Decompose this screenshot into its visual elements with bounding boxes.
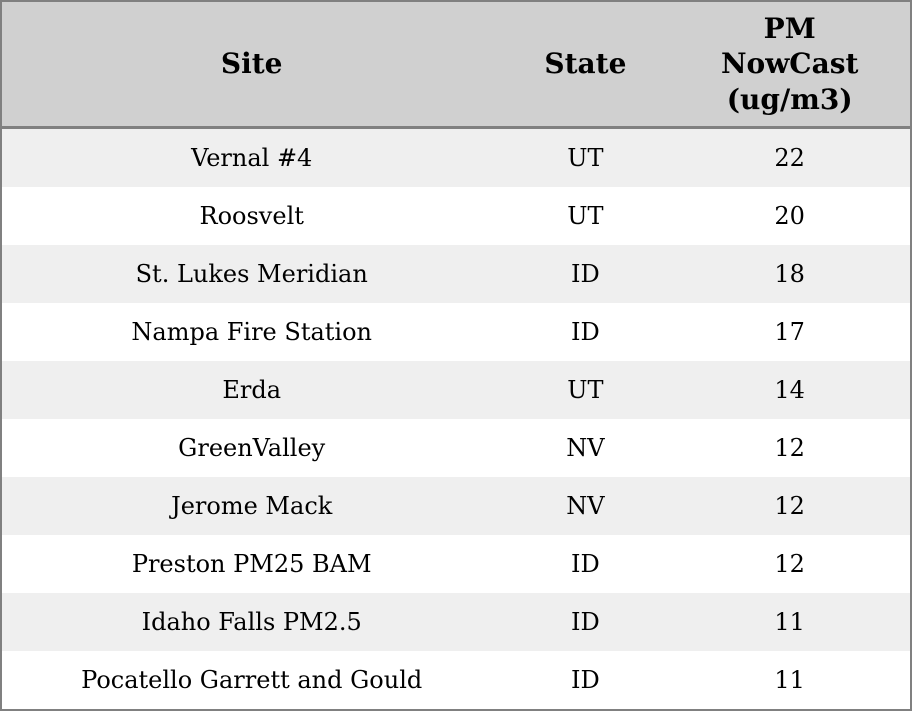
site-cell: Erda [222, 375, 282, 404]
header-row [2, 2, 910, 128]
state-cell: ID [571, 549, 600, 578]
pm-nowcast-cell: 22 [774, 144, 805, 172]
pm-nowcast-cell: 12 [774, 549, 805, 578]
site-cell: St. Lukes Meridian [135, 259, 368, 288]
table-row [2, 651, 910, 709]
state-cell: ID [571, 317, 600, 346]
site-cell: Jerome Mack [171, 491, 333, 520]
pm-nowcast-table [2, 2, 910, 709]
pm-nowcast-cell: 14 [774, 375, 805, 404]
column-header-pm-nowcast-label: PM NowCast (ug/m3) [720, 11, 859, 116]
table-row [2, 303, 910, 361]
table-row [2, 535, 910, 593]
site-cell: Roosvelt [199, 201, 304, 230]
state-cell: NV [566, 491, 605, 520]
site-cell: Nampa Fire Station [131, 317, 373, 346]
table-header [2, 2, 910, 128]
state-cell: UT [567, 144, 604, 172]
state-cell: ID [571, 607, 600, 636]
pm-nowcast-cell: 11 [774, 665, 805, 694]
pm-nowcast-cell: 20 [774, 201, 805, 230]
pm-nowcast-cell: 18 [774, 259, 805, 288]
column-header-state: State [501, 2, 669, 128]
table-row [2, 245, 910, 303]
column-header-pm-nowcast [669, 2, 910, 128]
site-cell: Pocatello Garrett and Gould [81, 665, 423, 694]
site-cell: GreenValley [178, 433, 326, 462]
site-cell: Vernal #4 [191, 144, 313, 172]
pm-nowcast-cell: 12 [774, 433, 805, 462]
state-cell: ID [571, 665, 600, 694]
site-cell: Idaho Falls PM2.5 [141, 607, 362, 636]
table-row [2, 593, 910, 651]
column-header-site: Site [2, 2, 501, 128]
table-row [2, 128, 910, 188]
state-cell: UT [567, 201, 604, 230]
table-row [2, 187, 910, 245]
pm-nowcast-cell: 11 [774, 607, 805, 636]
site-cell: Preston PM25 BAM [131, 549, 372, 578]
table-body [2, 128, 910, 710]
state-cell: ID [571, 259, 600, 288]
state-cell: NV [566, 433, 605, 462]
table-row [2, 419, 910, 477]
pm-nowcast-cell: 17 [774, 317, 805, 346]
state-cell: UT [567, 375, 604, 404]
pm-nowcast-cell: 12 [774, 491, 805, 520]
table-row [2, 361, 910, 419]
table-row [2, 477, 910, 535]
